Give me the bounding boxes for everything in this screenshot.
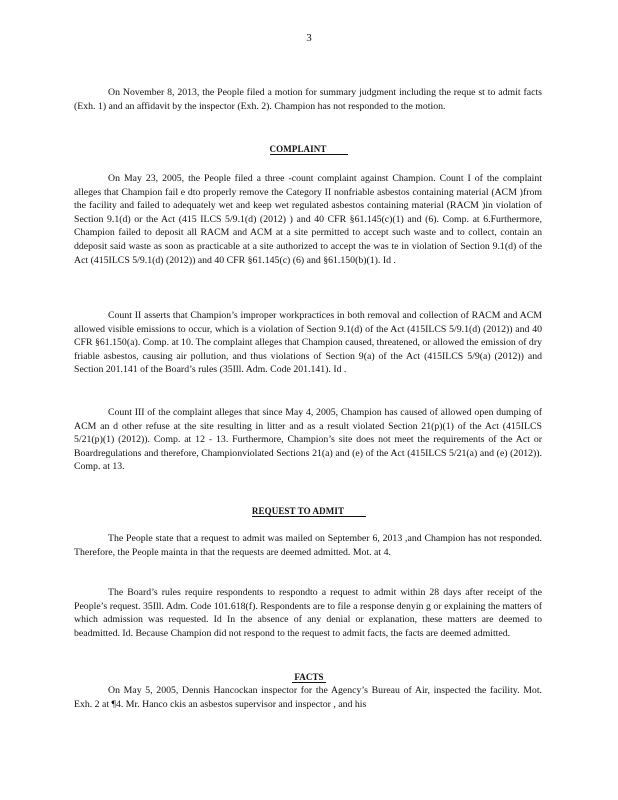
count-three-paragraph: Count III of the complaint alleges that since May 4, 2005, Champion has caused of allowed open dumping of ACM an d other refuse at the site resulting in litter and as a result violated Section 21(p)(1) of the Act (415ILCS 5/21(p)(1) (2012)). Comp. at 12 - 13. Furthermore, Champion’s site does not meet the requirements of the Act or Boardregulations and therefore, Championviolated Sections 21(a) and (e) of the Act (415ILCS 5/21(a) and (e) (2012)). Comp. at 13. [74, 407, 542, 473]
request-to-admit-heading [0, 506, 618, 517]
facts-heading-text: FACTS [294, 672, 324, 682]
board-rules-paragraph: The Board’s rules require respondents to respondto a request to admit within 28 days after receipt of the People’s request. 35Ill. Adm. Code 101.618(f). Respondents are to file a response denyin g or explaining the matters of which admission was requested. Id In the absence of any denial or explanation, these matters are deemed to beadmitted. Id. Because Champion did not respond to the request to admit facts, the facts are deemed admitted. [74, 587, 542, 639]
facts-heading [0, 672, 618, 683]
facts-paragraph: On May 5, 2005, Dennis Hancockan inspector for the Agency’s Bureau of Air, inspected the facility. Mot. Exh. 2 at ¶4. Mr. Hanco ckis an asbestos supervisor and inspector , and his [74, 685, 542, 710]
motion-paragraph: On November 8, 2013, the People filed a motion for summary judgment including the reque st to admit facts (Exh. 1) and an affidavit by the inspector (Exh. 2). Champion has not responded to the motion. [74, 87, 542, 112]
complaint-heading [0, 144, 618, 155]
count-two-paragraph: Count II asserts that Champion’s improper workpractices in both removal and collection of RACM and ACM allowed visible emissions to occur, which is a violation of Section 9.1(d) of the Act (415ILCS 5/9.1(d) (2012)) and 40 CFR §61.150(a). Comp. at 10. The complaint alleges that Champion caused, threatened, or allowed the emission of dry friable asbestos, causing air pollution, and thus violations of Section 9(a) of the Act (415ILCS 5/9(a) (2012)) and Section 201.141 of the Board’s rules (35Ill. Adm. Code 201.141). Id . [74, 310, 542, 376]
request-paragraph: The People state that a request to admit was mailed on September 6, 2013 ,and Champion has not responded. Therefore, the People mainta in that the requests are deemed admitted. Mot. at 4. [74, 533, 542, 558]
count-one-paragraph: On May 23, 2005, the People filed a three -count complaint against Champion. Count I of the complaint alleges that Champion fail e dto properly remove the Category II nonfriable asbestos containing material (ACM )from the facility and failed to adequately wet and keep wet regulated asbestos containing material (RACM )in violation of Section 9.1(d) or the Act (415 ILCS 5/9.1(d) (2012) ) and 40 CFR §61.145(c)(1) and (6). Comp. at 6.Furthermore, Champion failed to deposit all RACM and ACM at a site permitted to accept such waste and to collect, contain an ddeposit said waste as soon as practicable at a site authorized to accept the was te in violation of Section 9.1(d) of the Act (415ILCS 5/9.1(d) (2012)) and 40 CFR §61.145(c) (6) and §61.150(b)(1). Id . [74, 173, 542, 266]
request-to-admit-heading-text: REQUEST TO ADMIT [252, 506, 366, 517]
complaint-heading-text: COMPLAINT [270, 144, 349, 155]
page-number: 3 [306, 32, 312, 44]
